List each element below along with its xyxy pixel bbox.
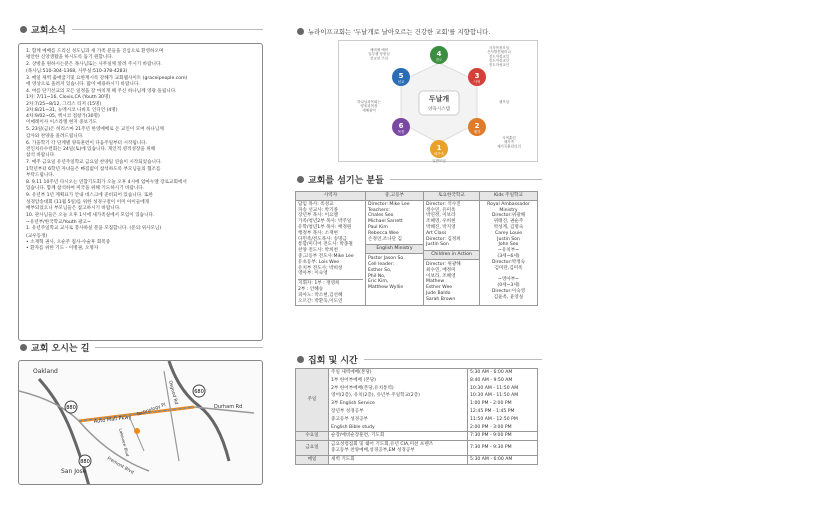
divider [95,347,263,348]
news-title: 교회소식 [31,25,66,36]
bullet-icon [297,356,304,363]
cia-label: Children in Action [424,250,479,260]
step-node-2 [468,118,486,136]
lakeview-label: Lakeview Blvd [118,427,131,457]
osgood-label: Osgood Rd [167,380,179,406]
header-kids: Kids 주일학교 [480,192,538,201]
news-item: 2. 상방을 원하시는분은 목사님또는 사무실께 알려 주시기 바랍니다. (목사님:510-304-1368, 사무실:510-378-4283) [26,62,162,74]
cia-list: Director: 위광해 최수연, 배정미 이보라, 조혜영 Mathew Esther Wee Jude Baldo Sarah Brown [426,261,461,302]
schedule-row [296,455,538,464]
step-node-6 [392,118,410,136]
schedule-row [296,392,538,400]
schedule-time: 1:00 PM - 2:00 PM [468,400,538,408]
step-node-3 [468,68,486,86]
schedule-event: 3부 English Service [329,400,468,408]
news-box [18,43,263,341]
step-label: 새가족 [433,152,445,156]
schedule-event: 주일 새벽예배(본당) [329,369,468,377]
news-item: ~유년부/한국학교/Youth 광고~ 1. 유년주일학교 교사로 봉사하실 분을 모집합니다. (문의:위사모님) [26,220,162,232]
san-jose-label: San Jose [61,468,87,475]
step-number: 2 [474,122,480,130]
directions-map [18,360,263,485]
schedule-row [296,432,538,441]
hwy880-label-2: 880 [80,459,90,465]
schedule-row [296,400,538,408]
schedule-day: 수요일 [296,432,329,441]
kids-list: Royal Ambassador Ministry Director:위광해 위태진, 권순주 박성계, 김명숙 Carey Louie Justin Son John Seo ~유치부~ (3세~6세) Director:박정숙 김미란,김미옥 ~영아부~ (0세~3세) Director:이숙영 김윤옥, 윤영실 [487,201,530,300]
step-node-5 [392,68,410,86]
schedule-table [295,368,538,465]
step-label: 목장 [397,130,405,134]
news-item: 8. 9.11 10주년 다시오는 연합기도회가 오늘 오후 4시에 임마누엘 장로교회에서 있습니다. 함께 참석하여 미국을 위해 기도하시기 바랍니다. [26,180,187,192]
step-node-4 [430,46,448,64]
schedule-event: 2부 한어부예배(본당,유치통역) [329,385,468,393]
schedule-time: 5:30 AM - 6:00 AM [468,455,538,464]
youth-list: Director: Mike Lee Teachers: Chales Seo Michael Sarrett Paul Kim Rebecca Wee 손정연,조나단 김 [368,201,410,242]
news-item: 3. 매일 새벽 출애굽기및 요한계시록 강해가 교회웹사이트 (graceipeople.com) 에 영상으로 올려져 있습니다. 많이 애용하시기 바랍니다. [26,75,188,88]
step-label: 사역 [473,80,481,84]
news-item: 7. 매주 금요일 유년주일학교 금요일 찬양팀 연습이 시작되었습니다. 1학년부터 6학년 자녀들은 빠짐없이 참석하도록 부모님들의 협조를 부탁드립니다. [26,160,162,178]
schedule-row [296,369,538,377]
english-ministry-label: English Ministry [366,244,423,254]
schedule-event: English Bible study [329,424,468,432]
technology-label: Technology Pl [135,402,167,418]
step-number: 5 [398,72,404,80]
staff-cell [296,200,366,306]
step-number: 4 [436,50,442,58]
fremont-label: Fremont Blvd [106,456,135,476]
news-item: 4. 여름 단기선교의 모든 일정을 잘 마치게 해 주신 하나님께 영광 돌립니다. 1차: 7/11~16, Clovis,CA (Youth 30명) 2차:7/25~8/12, 그리스 티저 (15명) 3차:8/21~31, 뉴멕시코 나바호 인디언 (4명) 4차:9/02~05, 멕시코 점창가(30명) 이메레이사 이스라엘 현지 중보기도 [26,89,177,126]
korean-school-list: Director: 석수진 정수연, 유미옥 박연정, 이보라 조혜영, 우희현 박혜진, 박지영 Art Class Director: 김정희 Justin Son [426,201,461,248]
divider [364,359,542,360]
diagram-note-bottom-right: 사역훈련 새가족 새가족훈련의의 [497,136,521,149]
map-title: 교회 오시는 길 [31,343,90,354]
header-youth: 중,고등부 [366,192,424,201]
diagram-note-left: 하나님과목회는 양육과목장 예배참이 [357,100,381,113]
map-svg [19,361,263,485]
schedule-heading [297,352,542,366]
hwy880-label: 880 [66,405,76,411]
divider [72,29,263,30]
korean-school-cell [424,200,480,306]
schedule-time: 2:00 PM - 3:00 PM [468,424,538,432]
schedule-row [296,416,538,424]
schedule-time: 7:30 PM - 9:00 PM [468,432,538,441]
schedule-event: 새벽 기도회 [329,455,468,464]
schedule-day: 금요일 [296,441,329,456]
diagram-note-bottom: 일반모임 [432,159,446,163]
em-list: Pastor Jason So Cell leader: Esther So, Phil No, Eric Kim, Matthew Wyllie [368,256,404,291]
diagram-note-right: 셀모임 [499,100,510,104]
schedule-time: 8:40 AM - 9:50 AM [468,377,538,385]
schedule-time: 7:30 PM - 9:30 PM [468,441,538,456]
bullet-icon [297,28,304,35]
schedule-row [296,424,538,432]
news-item: 10. 관사님들은 오늘 오후 1시에 새가족실에서 모임이 있습니다. [26,213,155,219]
header-korean-school: 토요한국학교 [424,192,480,201]
diagram-svg [339,41,539,163]
schedule-time: 10:30 AM - 11:50 AM [468,392,538,400]
bullet-icon [20,344,27,351]
header-staff: 사역자 [296,192,366,201]
vision-title: 뉴라이프교회는 '두날개로 날아오르는 건강한 교회'를 지향합니다. [308,27,491,36]
center-sub: 양육시스템 [428,107,450,112]
step-number: 3 [474,72,480,80]
schedule-day: 주일 [296,369,329,432]
schedule-day: 매일 [296,455,329,464]
schedule-row [296,377,538,385]
oakland-label: Oakland [33,368,58,375]
diagram-note-top-left: 예비셀 예비 일부셀 당장님 선교선 주의 [368,48,390,61]
ministry-table [295,191,538,306]
schedule-event: 순장/예비순장훈련, 기도회 [329,432,468,441]
ministry-title: 교회를 섬기는 분들 [308,175,384,186]
schedule-row [296,408,538,416]
schedule-row [296,441,538,456]
hwy680-label: 680 [194,389,204,395]
news-heading [20,22,263,36]
divider [390,179,542,180]
bullet-icon [297,176,304,183]
schedule-time: 11:50 AM - 12:50 PM [468,416,538,424]
youth-cell [366,200,424,306]
schedule-time: 5:30 AM - 6:00 AM [468,369,538,377]
step-label: 전도 [435,58,443,62]
news-item: (교우동정) • 소재혁 권사, 오순주 집사-수술후 회복중 • 환자를 위한 기도 - 이병권, 오명자 [26,233,111,252]
schedule-title: 집회 및 시간 [308,355,358,366]
schedule-event: 1부 한어부예배 (본당) [329,377,468,385]
schedule-event: 금요성령집회 및 쉐어 기도회,유년 CIA,미션 프렌즈 중고등부 찬양예배,성경공부,EM 성경공부 [329,441,468,456]
news-item: 6. 가을학기 각 단계별 양육훈련이 다음주일부터 시작됩니다. 전인치유수련회는 24일(토)에 있습니다. 게인적 영적성장을 위해 참석 바랍니다. [26,140,156,159]
step-label: 제자 [473,130,481,134]
step-number: 6 [398,122,404,130]
growth-diagram [338,40,538,162]
auto-mall-label: Auto Mall Pkwy [93,414,132,425]
news-item: 5. 23일(금)은 허리스마 21주년 한영예배로 온 교인이 모여 하나님께 감사와 찬양을 올려드립니다. [26,127,164,139]
map-heading [20,340,263,354]
music-staff: 지휘자: 1부 : 정영희 2부 : 안혜승 피아노: 박소현,김선혜 오르간: 박환욱,이도연 [298,279,363,304]
step-node-1 [430,140,448,158]
schedule-event: 영어(2층), 유치(2층), 유년부 주일학교(2층) [329,392,468,400]
kids-cell [480,200,538,306]
step-label: 선교 [397,80,405,84]
vision-heading [297,24,542,38]
news-item: 1. 함께 예배를 드리신 성도님과 새 가족 분들을 진심으로 환영하오며 평안한 신앙생활을 하시도록 돕기 원합니다. [26,49,164,61]
step-number: 1 [436,144,442,152]
news-item: 9. 유년부 1년 계획표가 안내 데스크에 준비되어 있습니다. 또한 성경암송대회 (11월 5일)를 위한 성경구절이 이미 아이들에게 배부되었으니 부모님들은 참고하시기 바랍니다. [26,193,153,211]
schedule-time: 12:45 PM - 1:45 PM [468,408,538,416]
ministry-heading [297,172,542,186]
schedule-event: 장년부 성경공부 [329,408,468,416]
schedule-event: 중고등부 성경공부 [329,416,468,424]
bullet-icon [20,26,27,33]
staff-list: 담임 목사: 옥성교 파송 선교사: 박기종 장년부 목사: 이요엘 가족/청년2부 목사: 박주일 유학/청년1부 목사: 배정원 행정부 목사: 소재현 다민족/전도목사: 송명금 통합/미디어 전도사: 박종철 찬양 전도사: 박희천 중,고등부 전도사:Mike Lee 유초등부: Lois Wee 유치부 전도사: 박희창 영아부: 이숙영 [298,201,354,277]
diagram-note-top-right: 사각목장모임 은사발견세미나 전도자성교인 전도자성교인 전도자성교인 [487,46,511,67]
schedule-row [296,385,538,393]
center-title: 두날개 [428,95,450,103]
schedule-time: 10:30 AM - 11:50 AM [468,385,538,393]
durham-label: Durham Rd [214,404,243,410]
church-marker [134,428,140,434]
